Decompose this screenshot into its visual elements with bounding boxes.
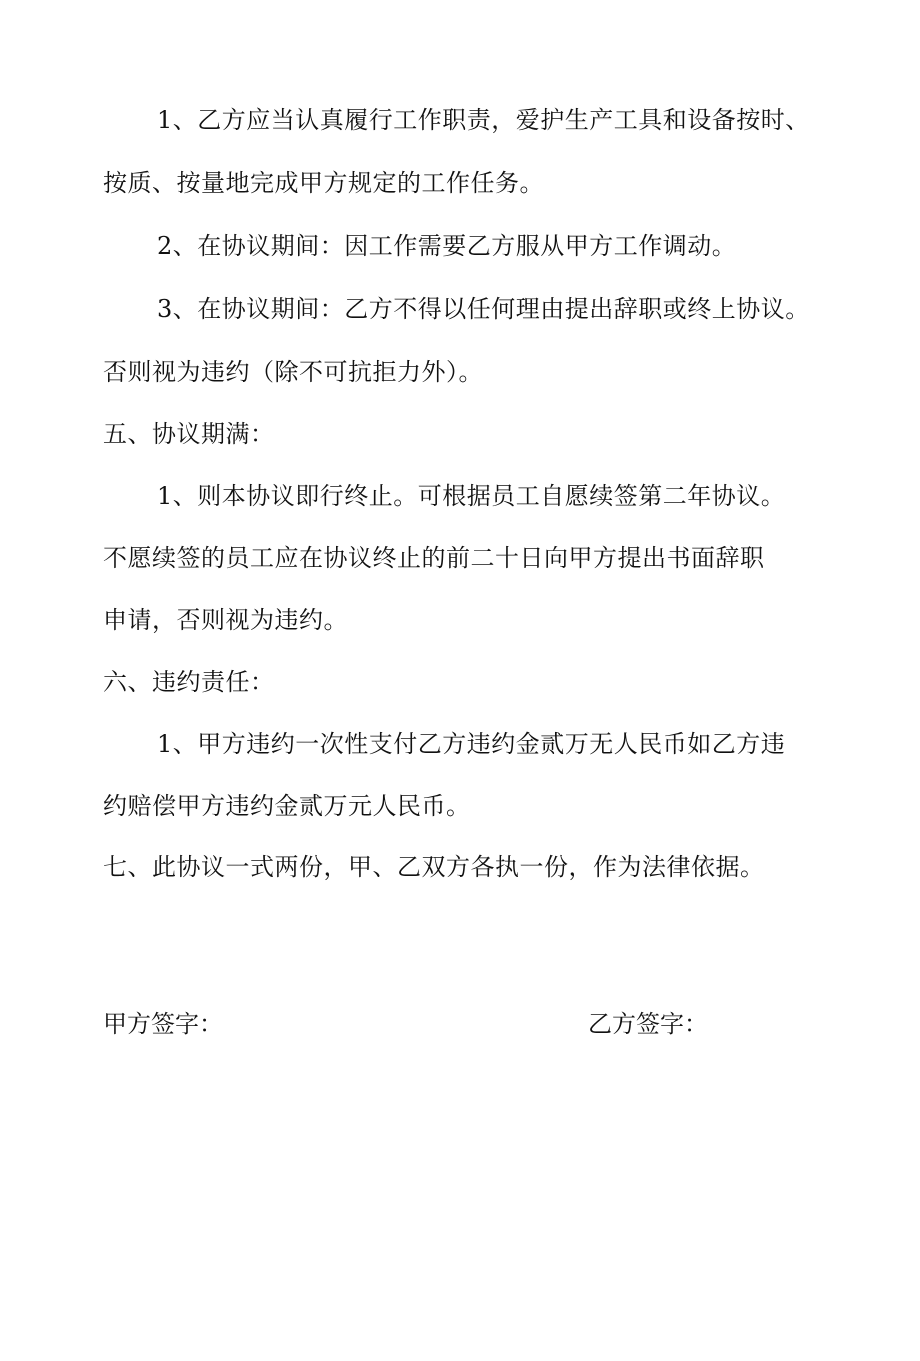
section-6-heading: 六、违约责任： <box>103 668 275 696</box>
clause-5-1-line-1: 1、则本协议即行终止。可根据员工自愿续签第二年协议。 <box>157 482 786 510</box>
clause-4-3-line-1: 3、在协议期间：乙方不得以任何理由提出辞职或终上协议。 <box>157 295 810 323</box>
clause-4-1-line-1: 1、乙方应当认真履行工作职责，爱护生产工具和设备按时、 <box>157 106 810 134</box>
section-5-heading: 五、协议期满： <box>103 420 275 448</box>
clause-6-1-line-1: 1、甲方违约一次性支付乙方违约金贰万无人民币如乙方违 <box>157 730 786 758</box>
clause-4-3-line-2: 否则视为违约（除不可抗拒力外）。 <box>103 358 483 386</box>
clause-5-1-line-3: 申请，否则视为违约。 <box>103 606 348 634</box>
clause-4-1-line-2: 按质、按量地完成甲方规定的工作任务。 <box>103 169 544 197</box>
clause-4-2: 2、在协议期间：因工作需要乙方服从甲方工作调动。 <box>157 232 737 260</box>
party-b-signature-label: 乙方签字： <box>588 1010 708 1038</box>
clause-6-1-line-2: 约赔偿甲方违约金贰万元人民币。 <box>103 792 471 820</box>
section-7: 七、此协议一式两份，甲、乙双方各执一份，作为法律依据。 <box>103 853 765 881</box>
party-a-signature-label: 甲方签字： <box>103 1010 223 1038</box>
clause-5-1-line-2: 不愿续签的员工应在协议终止的前二十日向甲方提出书面辞职 <box>103 544 765 572</box>
